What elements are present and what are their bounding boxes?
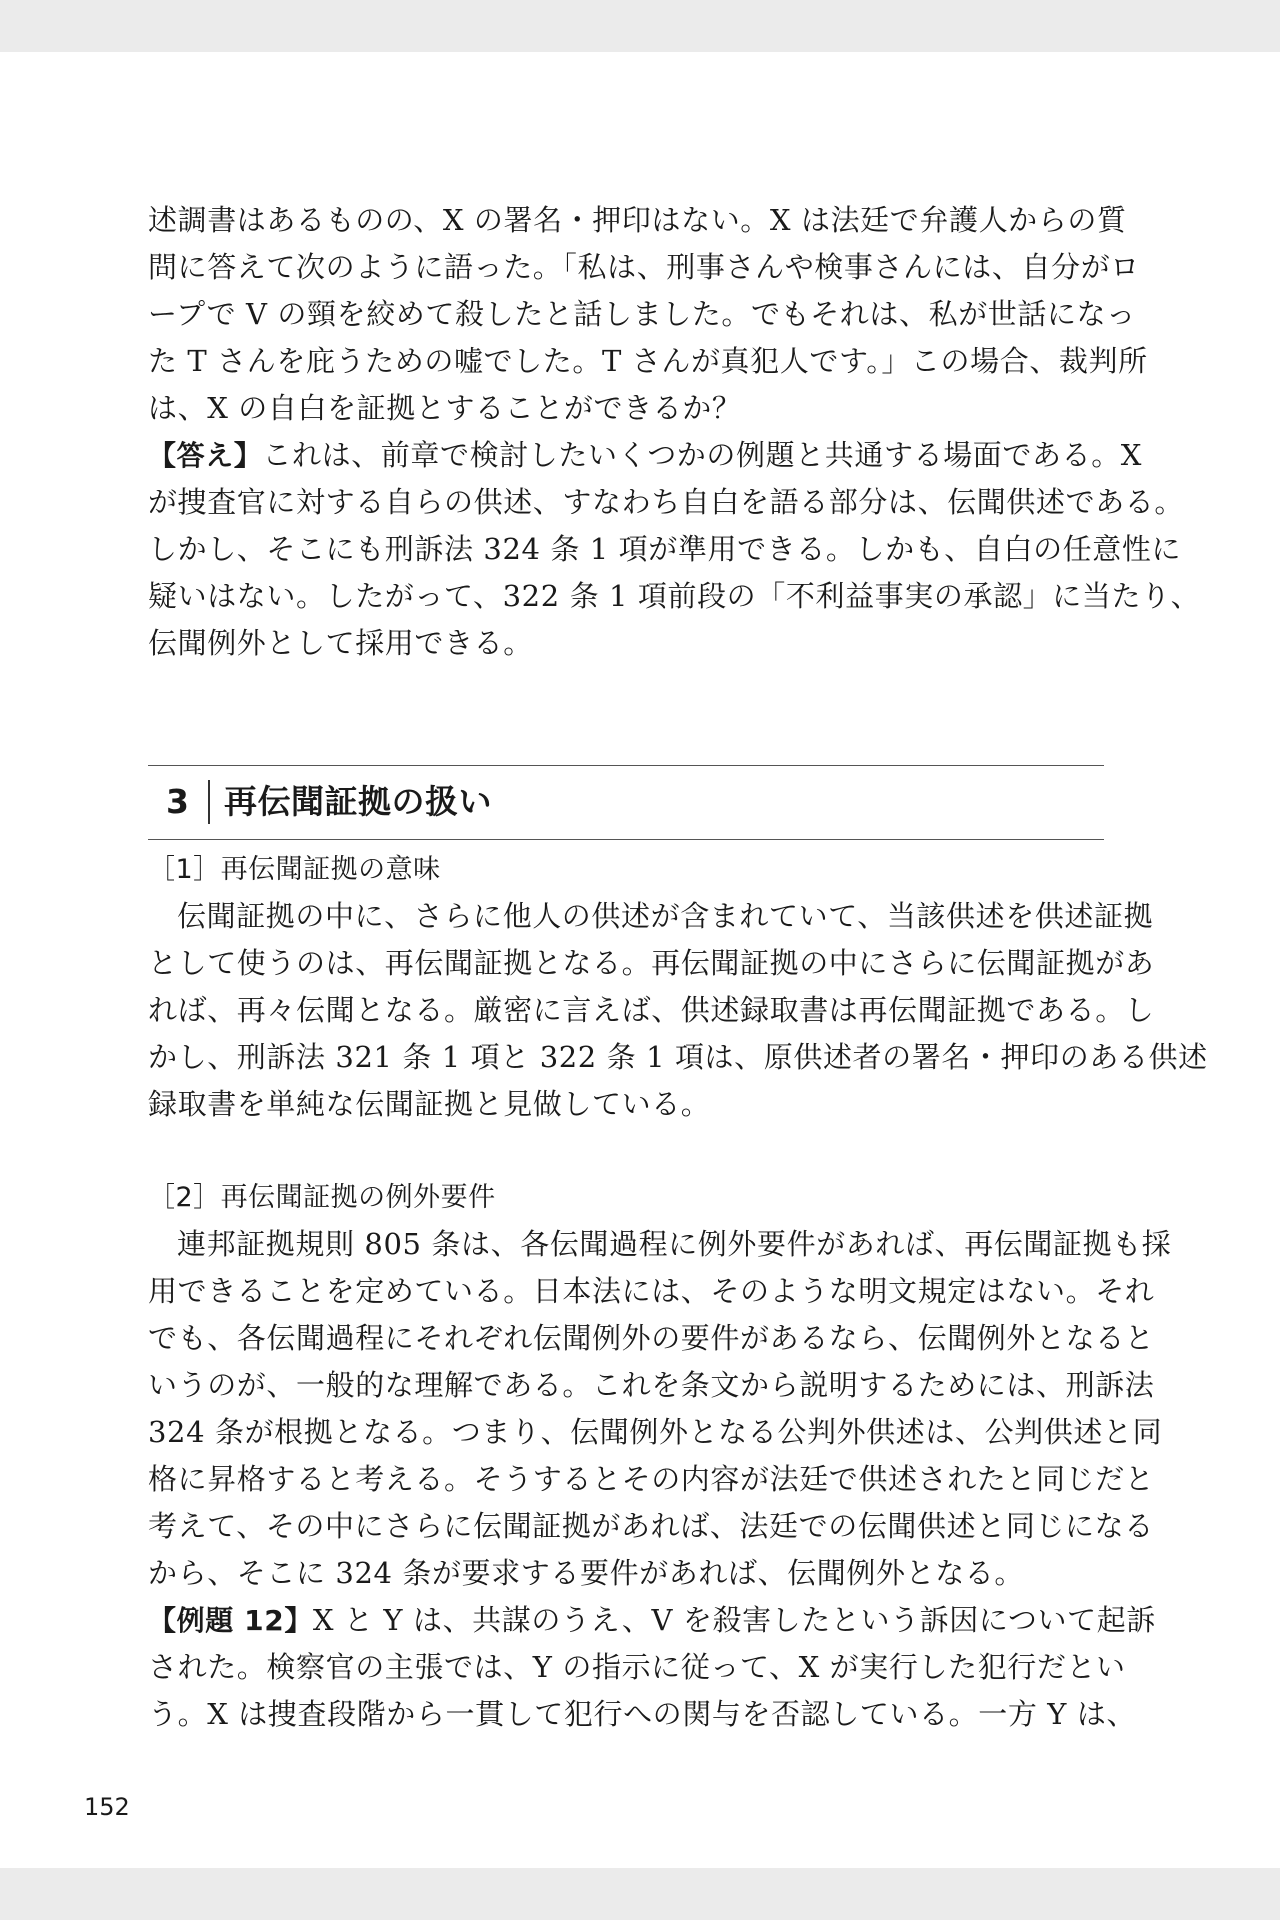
answer-line: 伝聞例外として採用できる。	[148, 626, 533, 660]
page-number: 152	[84, 1793, 130, 1821]
example-first-line	[148, 1597, 1156, 1644]
intro-line: ープで V の頸を絞めて殺したと話しました。でもそれは、私が世話になっ	[148, 297, 1136, 331]
intro-and-answer-block	[148, 197, 1201, 667]
subsection-2-line: 連邦証拠規則 805 条は、各伝聞過程に例外要件があれば、再伝聞証拠も採	[177, 1227, 1172, 1261]
example-line: う。X は捜査段階から一貫して犯行への関与を否認している。一方 Y は、	[148, 1697, 1137, 1731]
subsection-2-line: 用できることを定めている。日本法には、そのような明文規定はない。それ	[148, 1274, 1155, 1308]
subsection-2-line: 格に昇格すると考える。そうするとその内容が法廷で供述されたと同じだと	[148, 1462, 1155, 1496]
subsection-1	[148, 846, 1208, 1128]
top-margin-band	[0, 0, 1280, 52]
intro-line: は、X の自白を証拠とすることができるか？	[148, 391, 742, 425]
subsection-1-line: 伝聞証拠の中に、さらに他人の供述が含まれていて、当該供述を供述証拠	[177, 899, 1154, 933]
subsection-1-line: かし、刑訴法 321 条 1 項と 322 条 1 項は、原供述者の署名・押印のある供述	[148, 1040, 1208, 1074]
subsection-2-heading: ［2］再伝聞証拠の例外要件	[148, 1182, 496, 1213]
subsection-2-line: いうのが、一般的な理解である。これを条文から説明するためには、刑訴法	[148, 1368, 1155, 1402]
subsection-2-line: から、そこに 324 条が要求する要件があれば、伝聞例外となる。	[148, 1556, 1024, 1590]
answer-first-line	[148, 432, 1143, 479]
section-number: 3	[166, 782, 189, 821]
subsection-2-line: 考えて、その中にさらに伝聞証拠があれば、法廷での伝聞供述と同じになる	[148, 1509, 1154, 1543]
answer-line: が捜査官に対する自らの供述、すなわち自白を語る部分は、伝聞供述である。	[148, 485, 1185, 519]
book-page	[0, 52, 1280, 1868]
answer-label: 【答え】	[148, 439, 263, 472]
subsection-1-heading: ［1］再伝聞証拠の意味	[148, 854, 441, 885]
subsection-1-line: れば、再々伝聞となる。厳密に言えば、供述録取書は再伝聞証拠である。し	[148, 993, 1155, 1027]
intro-line: 問に答えて次のように語った。「私は、刑事さんや検事さんには、自分がロ	[148, 250, 1140, 284]
answer-first-line-text: これは、前章で検討したいくつかの例題と共通する場面である。X	[262, 438, 1143, 472]
answer-line: しかし、そこにも刑訴法 324 条 1 項が準用できる。しかも、自白の任意性に	[148, 532, 1182, 566]
subsection-1-line: 録取書を単純な伝聞証拠と見做している。	[148, 1087, 711, 1121]
answer-line: 疑いはない。したがって、322 条 1 項前段の「不利益事実の承認」に当たり、	[148, 579, 1201, 613]
section-divider	[208, 780, 210, 824]
example-label: 【例題 12】	[148, 1604, 313, 1637]
section-title: 再伝聞証拠の扱い	[224, 782, 492, 821]
example-line: された。検察官の主張では、Y の指示に従って、X が実行した犯行だとい	[148, 1650, 1126, 1684]
intro-line: た T さんを庇うための嘘でした。T さんが真犯人です。」この場合、裁判所	[148, 344, 1148, 378]
intro-line: 述調書はあるものの、X の署名・押印はない。X は法廷で弁護人からの質	[148, 203, 1127, 237]
subsection-2-line: でも、各伝聞過程にそれぞれ伝聞例外の要件があるなら、伝聞例外となると	[148, 1321, 1155, 1355]
subsection-1-line: として使うのは、再伝聞証拠となる。再伝聞証拠の中にさらに伝聞証拠があ	[148, 946, 1155, 980]
section-heading	[148, 765, 1104, 840]
subsection-2-line: 324 条が根拠となる。つまり、伝聞例外となる公判外供述は、公判供述と同	[148, 1415, 1163, 1449]
subsection-2	[148, 1174, 1172, 1738]
example-first-line-text: X と Y は、共謀のうえ、V を殺害したという訴因について起訴	[312, 1603, 1156, 1637]
bottom-margin-band	[0, 1868, 1280, 1920]
